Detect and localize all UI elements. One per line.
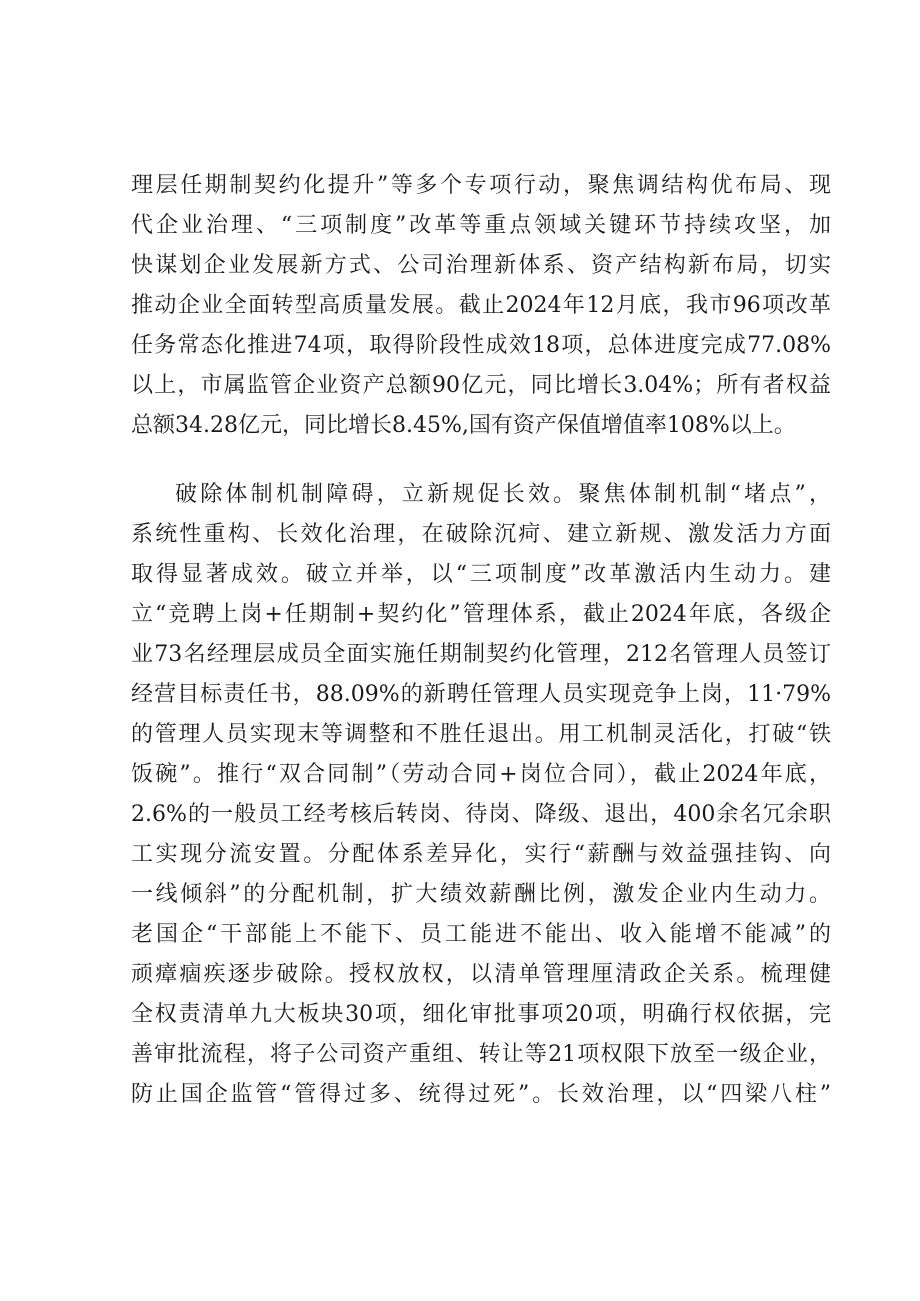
text-line: 立“竞聘上岗+任期制+契约化”管理体系，截止2024年底，各级企 bbox=[131, 602, 831, 627]
text-line: 2.6%的一般员工经考核后转岗、待岗、降级、退出，400余名冗余职 bbox=[131, 802, 831, 827]
text-line: 破除体制机制障碍，立新规促长效。聚焦体制机制“堵点”， bbox=[175, 482, 831, 507]
text-line: 全权责清单九大板块30项，细化审批事项20项，明确行权依据，完 bbox=[131, 1002, 831, 1027]
text-line: 代企业治理、“三项制度”改革等重点领域关键环节持续攻坚，加 bbox=[131, 213, 831, 238]
text-line: 经营目标责任书，88.09%的新聘任管理人员实现竞争上岗，11·79% bbox=[131, 682, 831, 707]
text-line: 防止国企监管“管得过多、统得过死”。长效治理，以“四梁八柱” bbox=[131, 1082, 831, 1107]
text-line: 任务常态化推进74项，取得阶段性成效18项，总体进度完成77.08% bbox=[131, 333, 831, 358]
text-line: 以上，市属监管企业资产总额90亿元，同比增长3.04%；所有者权益 bbox=[131, 373, 831, 398]
text-line: 老国企“干部能上不能下、员工能进不能出、收入能增不能减”的 bbox=[131, 922, 831, 947]
text-line: 饭碗”。推行“双合同制”（劳动合同+岗位合同），截止2024年底， bbox=[131, 762, 831, 787]
text-line: 理层任期制契约化提升”等多个专项行动，聚焦调结构优布局、现 bbox=[131, 173, 831, 198]
text-line: 工实现分流安置。分配体系差异化，实行“薪酬与效益强挂钩、向 bbox=[131, 842, 831, 867]
paragraph-institutional-reform bbox=[131, 475, 831, 1115]
text-line: 业73名经理层成员全面实施任期制契约化管理，212名管理人员签订 bbox=[131, 642, 831, 667]
text-line: 系统性重构、长效化治理，在破除沉疴、建立新规、激发活力方面 bbox=[131, 522, 831, 547]
text-line: 善审批流程，将子公司资产重组、转让等21项权限下放至一级企业， bbox=[131, 1042, 831, 1067]
paragraph-reform-progress bbox=[131, 166, 831, 446]
text-line: 一线倾斜”的分配机制，扩大绩效薪酬比例，激发企业内生动力。 bbox=[131, 882, 831, 907]
text-line: 快谋划企业发展新方式、公司治理新体系、资产结构新布局，切实 bbox=[131, 253, 831, 278]
text-line: 顽瘴痼疾逐步破除。授权放权，以清单管理厘清政企关系。梳理健 bbox=[131, 962, 831, 987]
text-line: 的管理人员实现末等调整和不胜任退出。用工机制灵活化，打破“铁 bbox=[131, 722, 831, 747]
text-line: 取得显著成效。破立并举，以“三项制度”改革激活内生动力。建 bbox=[131, 562, 831, 587]
text-line: 推动企业全面转型高质量发展。截止2024年12月底，我市96项改革 bbox=[131, 293, 831, 318]
text-line: 总额34.28亿元，同比增长8.45%,国有资产保值增值率108%以上。 bbox=[131, 413, 796, 438]
